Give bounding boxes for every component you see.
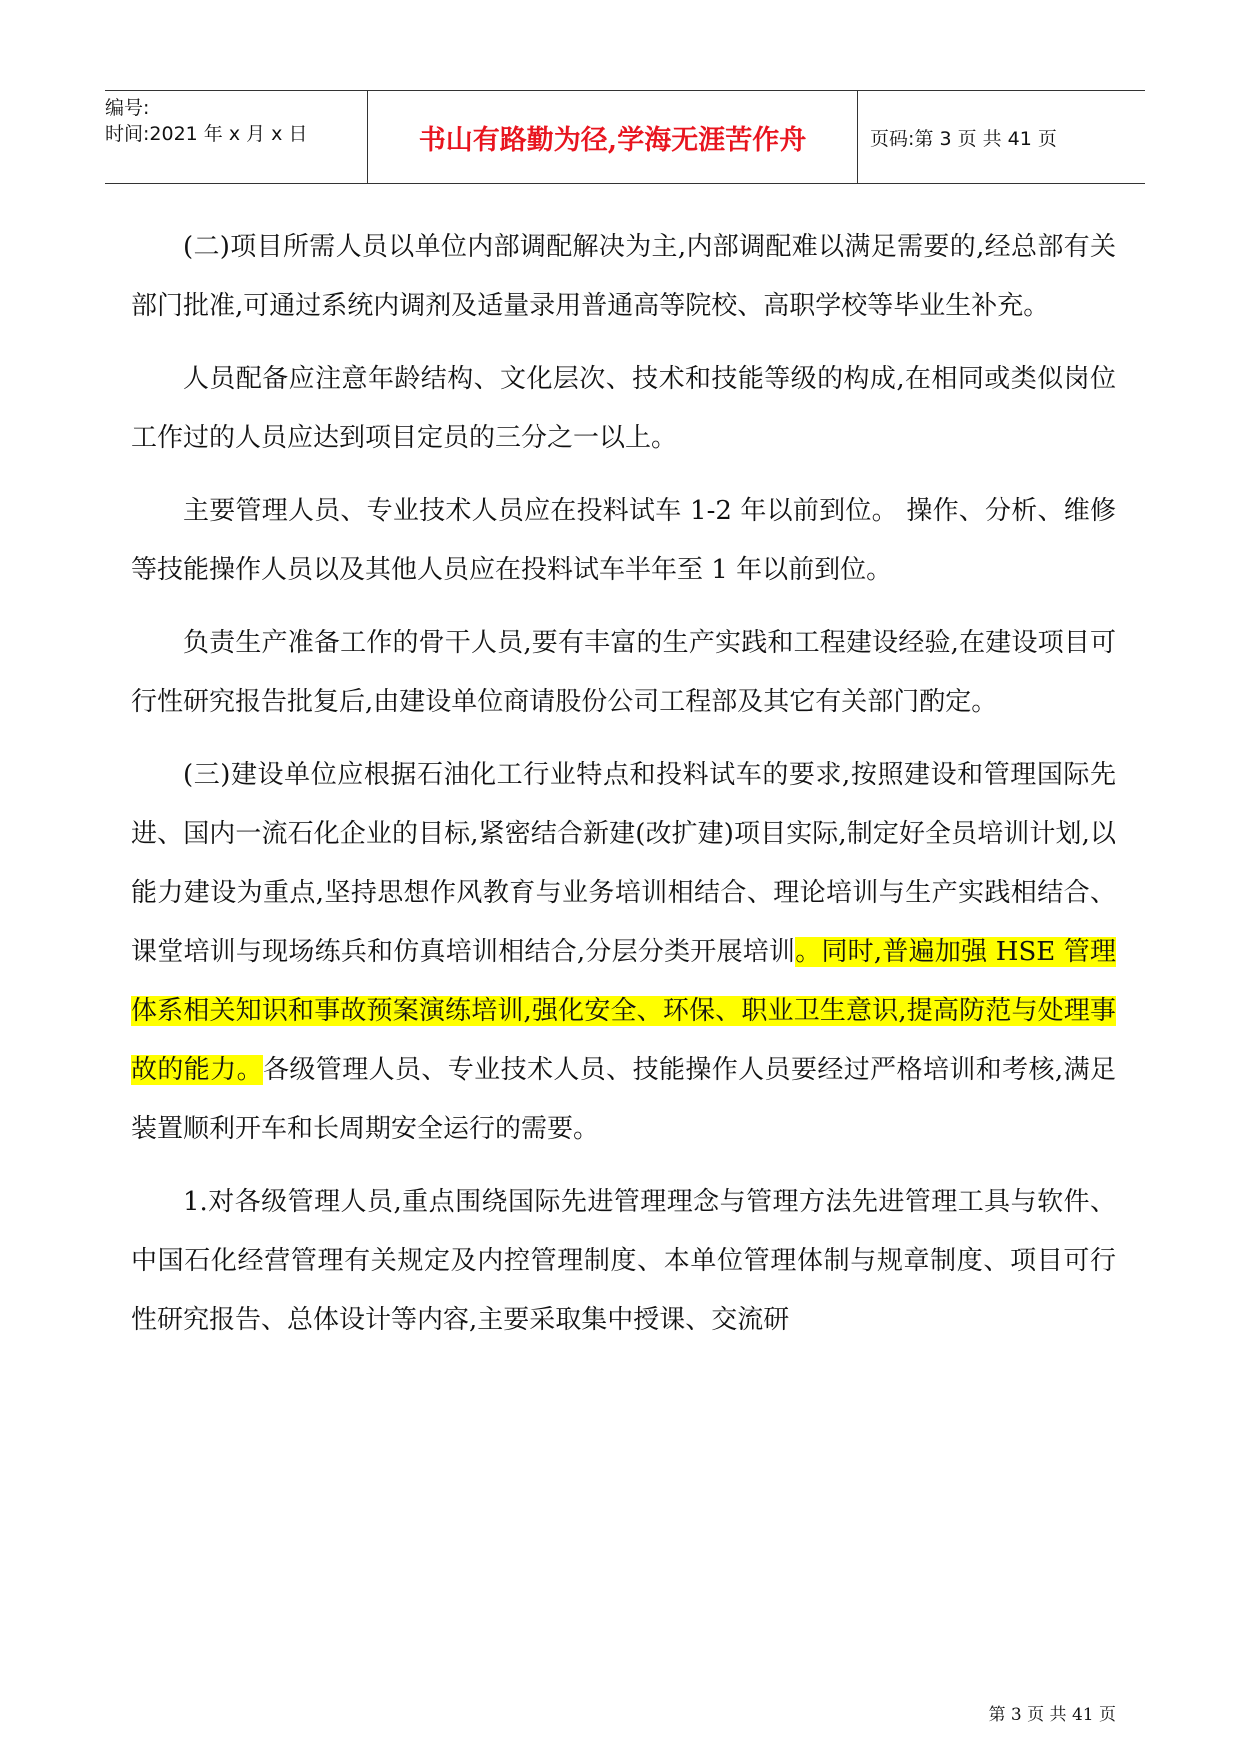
highlighted-text: 。同时,普遍加强 HSE 管理体系相关知识和事故预案演练培训,强化安全、环保、职业卫生意识,提高防范与处理事故的能力。 xyxy=(131,937,1116,1085)
paragraph-6: 1.对各级管理人员,重点围绕国际先进管理理念与管理方法先进管理工具与软件、中国石化经营管理有关规定及内控管理制度、本单位管理体制与规章制度、项目可行性研究报告、总体设计等内容,主要采取集中授课、交流研 xyxy=(131,1187,1116,1335)
paragraph-3: 主要管理人员、专业技术人员应在投料试车 1-2 年以前到位。 操作、分析、维修等技能操作人员以及其他人员应在投料试车半年至 1 年以前到位。 xyxy=(131,496,1116,585)
header-meta xyxy=(105,91,368,183)
paragraph-1: (二)项目所需人员以单位内部调配解决为主,内部调配难以满足需要的,经总部有关部门批准,可通过系统内调剂及适量录用普通高等院校、高职学校等毕业生补充。 xyxy=(131,232,1116,321)
paragraph-4: 负责生产准备工作的骨干人员,要有丰富的生产实践和工程建设经验,在建设项目可行性研究报告批复后,由建设单位商请股份公司工程部及其它有关部门酌定。 xyxy=(131,628,1116,717)
document-number-label: 编号: xyxy=(105,97,150,119)
paragraph-2: 人员配备应注意年龄结构、文化层次、技术和技能等级的构成,在相同或类似岗位工作过的人员应达到项目定员的三分之一以上。 xyxy=(131,364,1116,453)
page-header xyxy=(105,90,1145,184)
page-footer: 第 3 页 共 41 页 xyxy=(988,1705,1116,1725)
paragraph-5-text-start: (三)建设单位应根据石油化工行业特点和投料试车的要求,按照建设和管理国际先进、国内一流石化企业的目标,紧密结合新建(改扩建)项目实际,制定好全员培训计划,以能力建设为重点,坚持思想作风教育与业务培训相结合、理论培训与生产实践相结合、课堂培训与现场练兵和仿真培训相结合,分层分类开展培训 xyxy=(131,760,1116,967)
header-page-code: 页码:第 3 页 共 41 页 xyxy=(870,127,1057,150)
paragraph-5 xyxy=(131,746,1116,1159)
header-motto: 书山有路勤为径,学海无涯苦作舟 xyxy=(368,91,858,183)
document-time: 时间:2021 年 x 月 x 日 xyxy=(105,123,308,145)
paragraph-5-text-end: 各级管理人员、专业技术人员、技能操作人员要经过严格培训和考核,满足装置顺利开车和长周期安全运行的需要。 xyxy=(131,1055,1116,1144)
document-body xyxy=(131,218,1116,1364)
